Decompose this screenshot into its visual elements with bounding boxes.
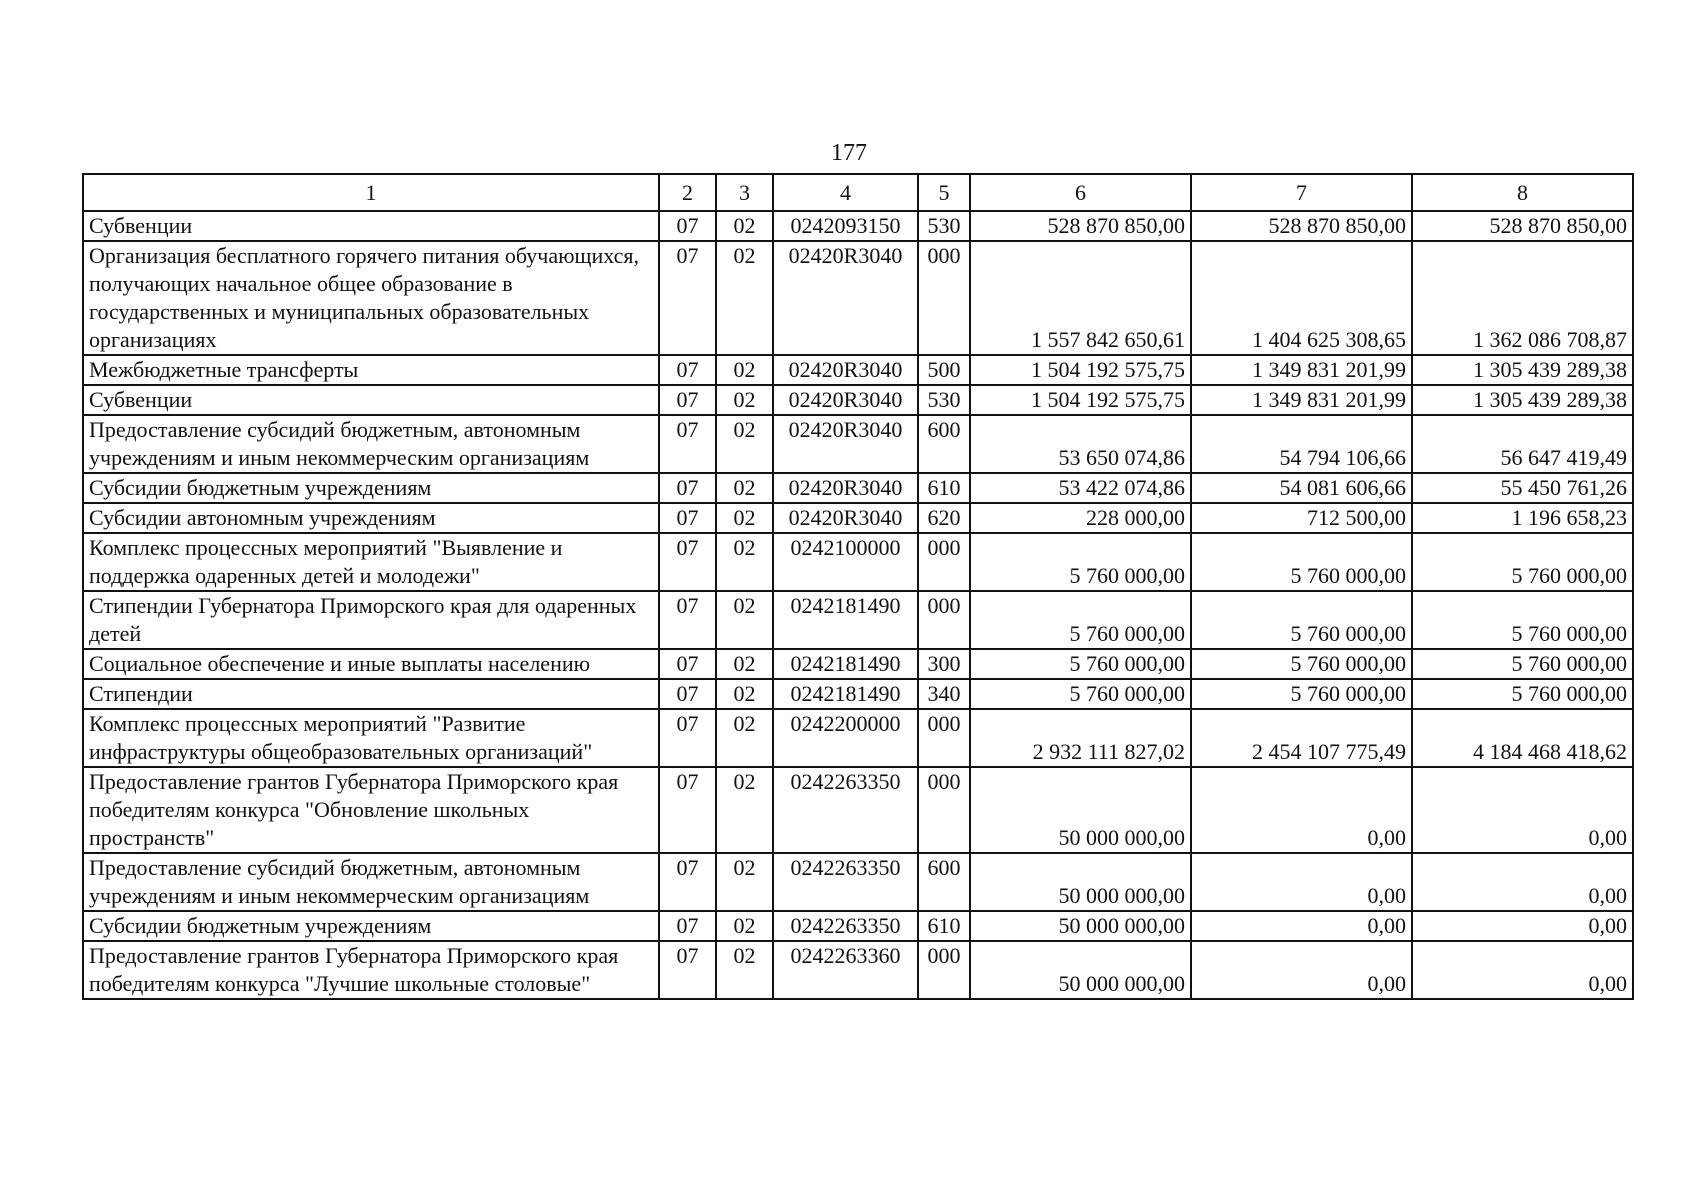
target-article-code: 0242093150 [773, 211, 918, 241]
amount-col-6: 2 932 111 827,02 [970, 709, 1191, 767]
table-row [83, 649, 1633, 679]
amount-col-7: 5 760 000,00 [1191, 679, 1412, 709]
subsection-code: 02 [716, 385, 773, 415]
column-header: 8 [1412, 174, 1633, 211]
amount-col-6: 50 000 000,00 [970, 911, 1191, 941]
expense-type-code: 610 [918, 473, 970, 503]
section-code: 07 [659, 853, 716, 911]
table-row [83, 385, 1633, 415]
section-code: 07 [659, 415, 716, 473]
table-row [83, 591, 1633, 649]
header-row [83, 174, 1633, 211]
table-row [83, 767, 1633, 853]
amount-col-7: 0,00 [1191, 911, 1412, 941]
expense-type-code: 530 [918, 211, 970, 241]
subsection-code: 02 [716, 503, 773, 533]
row-name: Межбюджетные трансферты [83, 355, 659, 385]
table-row [83, 473, 1633, 503]
target-article-code: 02420R3040 [773, 473, 918, 503]
table-row [83, 415, 1633, 473]
table-row [83, 709, 1633, 767]
target-article-code: 0242181490 [773, 649, 918, 679]
table-row [83, 503, 1633, 533]
target-article-code: 0242181490 [773, 591, 918, 649]
amount-col-6: 50 000 000,00 [970, 853, 1191, 911]
table-row [83, 355, 1633, 385]
subsection-code: 02 [716, 911, 773, 941]
row-name: Предоставление субсидий бюджетным, автономным учреждениям и иным некоммерческим организациям [83, 415, 659, 473]
amount-col-8: 1 305 439 289,38 [1412, 355, 1633, 385]
target-article-code: 0242100000 [773, 533, 918, 591]
amount-col-8: 55 450 761,26 [1412, 473, 1633, 503]
subsection-code: 02 [716, 679, 773, 709]
amount-col-7: 54 794 106,66 [1191, 415, 1412, 473]
section-code: 07 [659, 591, 716, 649]
subsection-code: 02 [716, 591, 773, 649]
amount-col-6: 50 000 000,00 [970, 941, 1191, 999]
row-name: Стипендии Губернатора Приморского края для одаренных детей [83, 591, 659, 649]
subsection-code: 02 [716, 649, 773, 679]
subsection-code: 02 [716, 355, 773, 385]
table-row [83, 679, 1633, 709]
column-header: 4 [773, 174, 918, 211]
expense-type-code: 000 [918, 241, 970, 355]
column-header: 3 [716, 174, 773, 211]
amount-col-6: 1 557 842 650,61 [970, 241, 1191, 355]
amount-col-6: 53 422 074,86 [970, 473, 1191, 503]
amount-col-8: 5 760 000,00 [1412, 679, 1633, 709]
row-name: Предоставление грантов Губернатора Приморского края победителям конкурса "Обновление школьных пространств" [83, 767, 659, 853]
expense-type-code: 000 [918, 767, 970, 853]
table-body [83, 211, 1633, 999]
amount-col-6: 50 000 000,00 [970, 767, 1191, 853]
row-name: Стипендии [83, 679, 659, 709]
row-name: Комплекс процессных мероприятий "Развитие инфраструктуры общеобразовательных организаций" [83, 709, 659, 767]
target-article-code: 0242263350 [773, 911, 918, 941]
row-name: Субвенции [83, 211, 659, 241]
expense-type-code: 000 [918, 709, 970, 767]
amount-col-8: 0,00 [1412, 767, 1633, 853]
row-name: Предоставление субсидий бюджетным, автономным учреждениям и иным некоммерческим организациям [83, 853, 659, 911]
amount-col-6: 528 870 850,00 [970, 211, 1191, 241]
section-code: 07 [659, 355, 716, 385]
subsection-code: 02 [716, 709, 773, 767]
section-code: 07 [659, 911, 716, 941]
table-row [83, 941, 1633, 999]
amount-col-8: 528 870 850,00 [1412, 211, 1633, 241]
row-name: Организация бесплатного горячего питания обучающихся, получающих начальное общее образование в государственных и муниципальных образовательных организациях [83, 241, 659, 355]
expense-type-code: 000 [918, 591, 970, 649]
expense-type-code: 600 [918, 853, 970, 911]
amount-col-8: 0,00 [1412, 853, 1633, 911]
budget-table [82, 173, 1634, 1000]
section-code: 07 [659, 241, 716, 355]
target-article-code: 0242181490 [773, 679, 918, 709]
expense-type-code: 300 [918, 649, 970, 679]
amount-col-8: 1 196 658,23 [1412, 503, 1633, 533]
column-header: 1 [83, 174, 659, 211]
target-article-code: 02420R3040 [773, 415, 918, 473]
subsection-code: 02 [716, 473, 773, 503]
amount-col-7: 5 760 000,00 [1191, 591, 1412, 649]
amount-col-8: 5 760 000,00 [1412, 533, 1633, 591]
amount-col-6: 228 000,00 [970, 503, 1191, 533]
amount-col-7: 5 760 000,00 [1191, 649, 1412, 679]
table-row [83, 911, 1633, 941]
section-code: 07 [659, 679, 716, 709]
target-article-code: 02420R3040 [773, 385, 918, 415]
amount-col-8: 0,00 [1412, 941, 1633, 999]
page-number: 177 [831, 140, 867, 166]
target-article-code: 02420R3040 [773, 503, 918, 533]
row-name: Субсидии автономным учреждениям [83, 503, 659, 533]
amount-col-6: 53 650 074,86 [970, 415, 1191, 473]
target-article-code: 02420R3040 [773, 241, 918, 355]
target-article-code: 0242200000 [773, 709, 918, 767]
amount-col-8: 5 760 000,00 [1412, 591, 1633, 649]
amount-col-7: 1 404 625 308,65 [1191, 241, 1412, 355]
section-code: 07 [659, 767, 716, 853]
column-header: 2 [659, 174, 716, 211]
amount-col-7: 2 454 107 775,49 [1191, 709, 1412, 767]
amount-col-7: 0,00 [1191, 941, 1412, 999]
column-header: 6 [970, 174, 1191, 211]
section-code: 07 [659, 649, 716, 679]
section-code: 07 [659, 709, 716, 767]
expense-type-code: 620 [918, 503, 970, 533]
subsection-code: 02 [716, 211, 773, 241]
row-name: Комплекс процессных мероприятий "Выявление и поддержка одаренных детей и молодежи" [83, 533, 659, 591]
subsection-code: 02 [716, 853, 773, 911]
section-code: 07 [659, 533, 716, 591]
section-code: 07 [659, 503, 716, 533]
subsection-code: 02 [716, 533, 773, 591]
row-name: Субвенции [83, 385, 659, 415]
subsection-code: 02 [716, 241, 773, 355]
row-name: Социальное обеспечение и иные выплаты населению [83, 649, 659, 679]
amount-col-7: 0,00 [1191, 767, 1412, 853]
subsection-code: 02 [716, 767, 773, 853]
target-article-code: 02420R3040 [773, 355, 918, 385]
expense-type-code: 500 [918, 355, 970, 385]
amount-col-8: 5 760 000,00 [1412, 649, 1633, 679]
amount-col-8: 1 362 086 708,87 [1412, 241, 1633, 355]
amount-col-7: 1 349 831 201,99 [1191, 385, 1412, 415]
subsection-code: 02 [716, 415, 773, 473]
amount-col-8: 1 305 439 289,38 [1412, 385, 1633, 415]
amount-col-6: 5 760 000,00 [970, 533, 1191, 591]
section-code: 07 [659, 941, 716, 999]
amount-col-8: 56 647 419,49 [1412, 415, 1633, 473]
column-header: 7 [1191, 174, 1412, 211]
table-row [83, 533, 1633, 591]
amount-col-7: 712 500,00 [1191, 503, 1412, 533]
amount-col-7: 0,00 [1191, 853, 1412, 911]
expense-type-code: 000 [918, 941, 970, 999]
amount-col-7: 54 081 606,66 [1191, 473, 1412, 503]
table-row [83, 241, 1633, 355]
amount-col-6: 5 760 000,00 [970, 679, 1191, 709]
expense-type-code: 000 [918, 533, 970, 591]
section-code: 07 [659, 385, 716, 415]
expense-type-code: 600 [918, 415, 970, 473]
target-article-code: 0242263360 [773, 941, 918, 999]
expense-type-code: 610 [918, 911, 970, 941]
amount-col-7: 528 870 850,00 [1191, 211, 1412, 241]
table-row [83, 211, 1633, 241]
column-header: 5 [918, 174, 970, 211]
expense-type-code: 340 [918, 679, 970, 709]
subsection-code: 02 [716, 941, 773, 999]
section-code: 07 [659, 211, 716, 241]
amount-col-7: 5 760 000,00 [1191, 533, 1412, 591]
amount-col-8: 0,00 [1412, 911, 1633, 941]
amount-col-6: 1 504 192 575,75 [970, 385, 1191, 415]
section-code: 07 [659, 473, 716, 503]
amount-col-6: 5 760 000,00 [970, 591, 1191, 649]
row-name: Субсидии бюджетным учреждениям [83, 911, 659, 941]
target-article-code: 0242263350 [773, 767, 918, 853]
amount-col-6: 1 504 192 575,75 [970, 355, 1191, 385]
row-name: Субсидии бюджетным учреждениям [83, 473, 659, 503]
row-name: Предоставление грантов Губернатора Приморского края победителям конкурса "Лучшие школьные столовые" [83, 941, 659, 999]
target-article-code: 0242263350 [773, 853, 918, 911]
table-row [83, 853, 1633, 911]
amount-col-7: 1 349 831 201,99 [1191, 355, 1412, 385]
expense-type-code: 530 [918, 385, 970, 415]
amount-col-6: 5 760 000,00 [970, 649, 1191, 679]
amount-col-8: 4 184 468 418,62 [1412, 709, 1633, 767]
